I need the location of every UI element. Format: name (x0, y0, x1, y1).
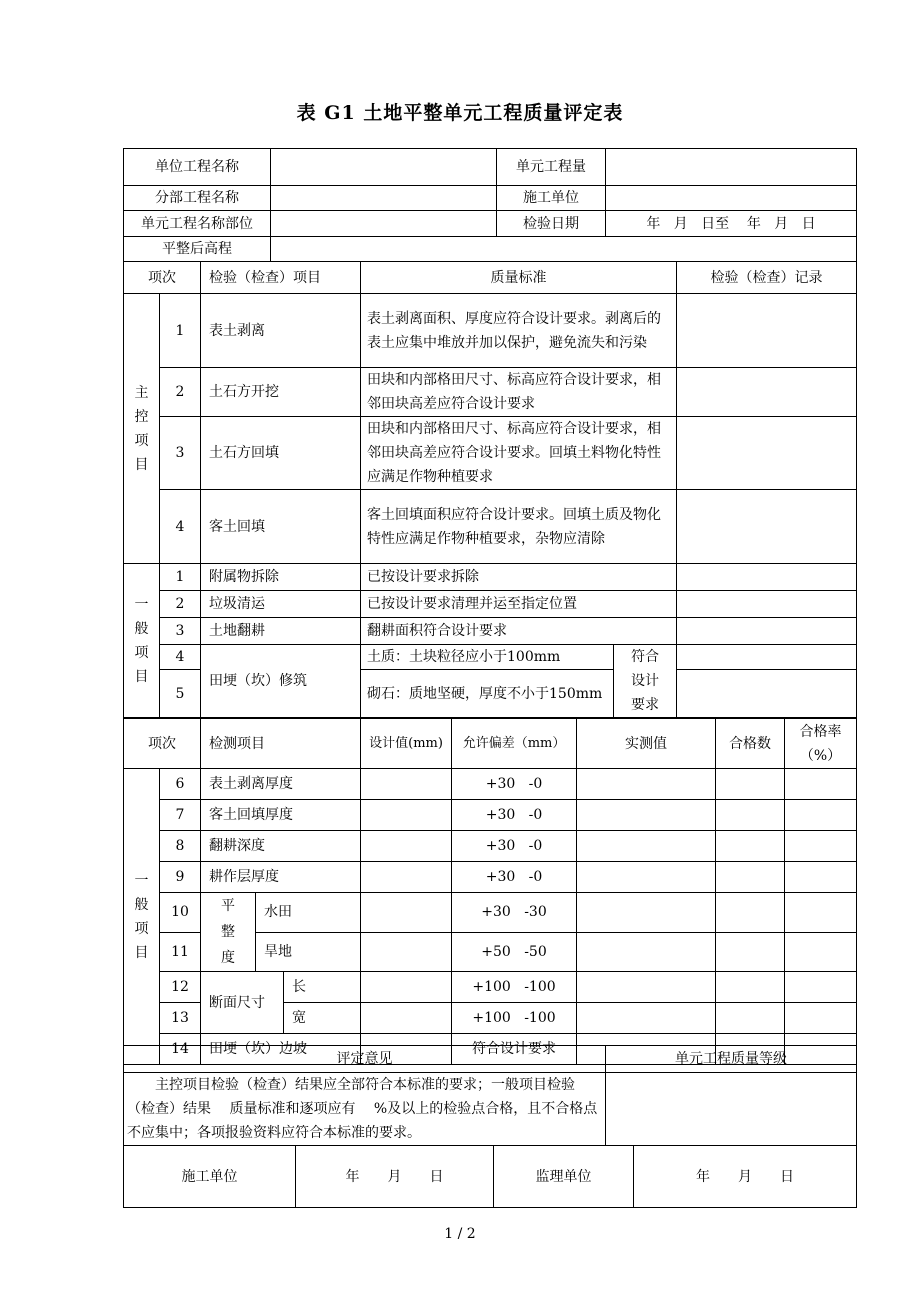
opinion-text: 主控项目检验（检查）结果应全部符合本标准的要求；一般项目检验（检查）结果 质量标准和逐项应有 %及以上的检验点合格，且不合格点不应集中；各项报验资料应符合本标准的要求。 (124, 1073, 606, 1146)
unit-work-location-value (271, 211, 497, 237)
unit-project-name-label: 单位工程名称 (124, 149, 271, 186)
pass-rate (785, 893, 857, 933)
unit-work-quantity-value (606, 149, 857, 186)
qualified-count (716, 862, 785, 893)
design-value (361, 831, 452, 862)
inspection-date-value: 年 月 日至 年 月 日 (606, 211, 857, 237)
page-title: 表 G1 土地平整单元工程质量评定表 (296, 102, 624, 124)
main-standard: 客土回填面积应符合设计要求。回填土质及物化特性应满足作物种植要求，杂物应清除 (361, 490, 677, 564)
main-item: 土石方回填 (201, 417, 361, 490)
measured-value (577, 862, 716, 893)
measure-no: 11 (160, 932, 201, 972)
pass-rate-header: 合格率（%） (785, 719, 857, 769)
main-item: 土石方开挖 (201, 368, 361, 417)
flatness-label: 平整度 (201, 893, 256, 972)
measure-item: 耕作层厚度 (201, 862, 361, 893)
general-no: 2 (160, 591, 201, 618)
measure-no: 10 (160, 893, 201, 933)
main-record (677, 294, 857, 368)
inspection-date-label: 检验日期 (497, 211, 606, 237)
flatness-sub: 水田 (256, 893, 361, 933)
pass-rate (785, 1003, 857, 1034)
measure-item-no-header: 项次 (124, 719, 201, 769)
measured-value (577, 1003, 716, 1034)
measured-header: 实测值 (577, 719, 716, 769)
qualified-count (716, 769, 785, 800)
general-group: 一般项目 (124, 564, 160, 718)
inspection-record-header: 检验（检查）记录 (677, 262, 857, 294)
tolerance: +30 -30 (452, 893, 577, 933)
main-record (677, 417, 857, 490)
design-value (361, 972, 452, 1003)
pass-rate (785, 932, 857, 972)
design-value (361, 1003, 452, 1034)
general-no: 5 (160, 670, 201, 718)
qualified-count (716, 831, 785, 862)
unit-project-name-value (271, 149, 497, 186)
construction-unit-sign-label: 施工单位 (124, 1146, 296, 1208)
pass-rate (785, 972, 857, 1003)
grade-value (606, 1073, 857, 1146)
flatness-sub: 旱地 (256, 932, 361, 972)
ridge-item: 田埂（坎）修筑 (201, 645, 361, 718)
main-no: 4 (160, 490, 201, 564)
main-standard: 表土剥离面积、厚度应符合设计要求。剥离后的表土应集中堆放并加以保护，避免流失和污染 (361, 294, 677, 368)
post-leveling-elevation-label: 平整后高程 (124, 237, 271, 262)
pass-rate (785, 862, 857, 893)
design-value (361, 862, 452, 893)
assessment-table (123, 1045, 857, 1146)
general-record (677, 591, 857, 618)
general-standard: 已按设计要求拆除 (361, 564, 677, 591)
general-item: 附属物拆除 (201, 564, 361, 591)
design-value (361, 932, 452, 972)
main-standard: 田块和内部格田尺寸、标高应符合设计要求，相邻田块高差应符合设计要求。回填土料物化特性应满足作物种植要求 (361, 417, 677, 490)
main-control-group: 主控项目 (124, 294, 160, 564)
main-no: 3 (160, 417, 201, 490)
measured-value (577, 893, 716, 933)
qualified-count (716, 1003, 785, 1034)
measure-no: 14 (160, 1034, 201, 1065)
page-number: 1 / 2 (444, 1226, 476, 1242)
qualified-count (716, 932, 785, 972)
quality-standard-header: 质量标准 (361, 262, 677, 294)
qualified-count (716, 972, 785, 1003)
main-no: 2 (160, 368, 201, 417)
ridge-standard-stone: 砌石：质地坚硬，厚度不小于150mm (361, 670, 614, 718)
measure-item: 客土回填厚度 (201, 800, 361, 831)
measured-value (577, 769, 716, 800)
tolerance: +100 -100 (452, 972, 577, 1003)
measure-no: 7 (160, 800, 201, 831)
tolerance: 符合设计要求 (452, 1034, 577, 1065)
pass-rate (785, 831, 857, 862)
general-record (677, 618, 857, 645)
main-no: 1 (160, 294, 201, 368)
measure-item: 表土剥离厚度 (201, 769, 361, 800)
construction-unit-date: 年 月 日 (296, 1146, 494, 1208)
ridge-conform: 符合设计要求 (614, 645, 677, 718)
construction-unit-label: 施工单位 (497, 186, 606, 211)
main-record (677, 490, 857, 564)
main-item: 表土剥离 (201, 294, 361, 368)
tolerance: +30 -0 (452, 800, 577, 831)
division-project-name-label: 分部工程名称 (124, 186, 271, 211)
division-project-name-value (271, 186, 497, 211)
design-value (361, 769, 452, 800)
general-item: 土地翻耕 (201, 618, 361, 645)
measure-item-header: 检测项目 (201, 719, 361, 769)
qualified-count-header: 合格数 (716, 719, 785, 769)
supervision-unit-date: 年 月 日 (634, 1146, 857, 1208)
post-leveling-elevation-value (271, 237, 857, 262)
inspection-items-table (123, 261, 857, 718)
grade-label: 单元工程质量等级 (606, 1046, 857, 1073)
qualified-count (716, 800, 785, 831)
general-item: 垃圾清运 (201, 591, 361, 618)
unit-work-location-label: 单元工程名称部位 (124, 211, 271, 237)
measure-no: 9 (160, 862, 201, 893)
main-record (677, 368, 857, 417)
general-record (677, 670, 857, 718)
general-no: 1 (160, 564, 201, 591)
item-no-header: 项次 (124, 262, 201, 294)
measure-item: 田埂（坎）边坡 (201, 1034, 361, 1065)
tolerance: +50 -50 (452, 932, 577, 972)
measure-item: 翻耕深度 (201, 831, 361, 862)
main-standard: 田块和内部格田尺寸、标高应符合设计要求，相邻田块高差应符合设计要求 (361, 368, 677, 417)
general-standard: 已按设计要求清理并运至指定位置 (361, 591, 677, 618)
tolerance: +100 -100 (452, 1003, 577, 1034)
general-record (677, 564, 857, 591)
measured-value (577, 972, 716, 1003)
supervision-unit-sign-label: 监理单位 (494, 1146, 634, 1208)
general-record (677, 645, 857, 670)
design-value-header: 设计值(mm) (361, 719, 452, 769)
opinion-label: 评定意见 (124, 1046, 606, 1073)
inspection-item-header: 检验（检查）项目 (201, 262, 361, 294)
pass-rate (785, 769, 857, 800)
signatures-table (123, 1145, 857, 1208)
measured-value (577, 800, 716, 831)
main-item: 客土回填 (201, 490, 361, 564)
measure-no: 8 (160, 831, 201, 862)
section-sub: 宽 (284, 1003, 361, 1034)
tolerance: +30 -0 (452, 862, 577, 893)
qualified-count (716, 893, 785, 933)
measured-value (577, 932, 716, 972)
tolerance-header: 允许偏差（mm） (452, 719, 577, 769)
measurement-table (123, 718, 857, 1065)
general-standard: 翻耕面积符合设计要求 (361, 618, 677, 645)
tolerance: +30 -0 (452, 769, 577, 800)
measured-value (577, 831, 716, 862)
header-table (123, 148, 857, 262)
measure-no: 12 (160, 972, 201, 1003)
design-value (361, 800, 452, 831)
tolerance: +30 -0 (452, 831, 577, 862)
pass-rate (785, 800, 857, 831)
section-sub: 长 (284, 972, 361, 1003)
measure-no: 6 (160, 769, 201, 800)
measure-no: 13 (160, 1003, 201, 1034)
section-size-label: 断面尺寸 (201, 972, 284, 1034)
design-value (361, 893, 452, 933)
construction-unit-value (606, 186, 857, 211)
measure-general-group: 一般项目 (124, 769, 160, 1065)
ridge-standard-soil: 土质：土块粒径应小于100mm (361, 645, 614, 670)
general-no: 4 (160, 645, 201, 670)
general-no: 3 (160, 618, 201, 645)
unit-work-quantity-label: 单元工程量 (497, 149, 606, 186)
